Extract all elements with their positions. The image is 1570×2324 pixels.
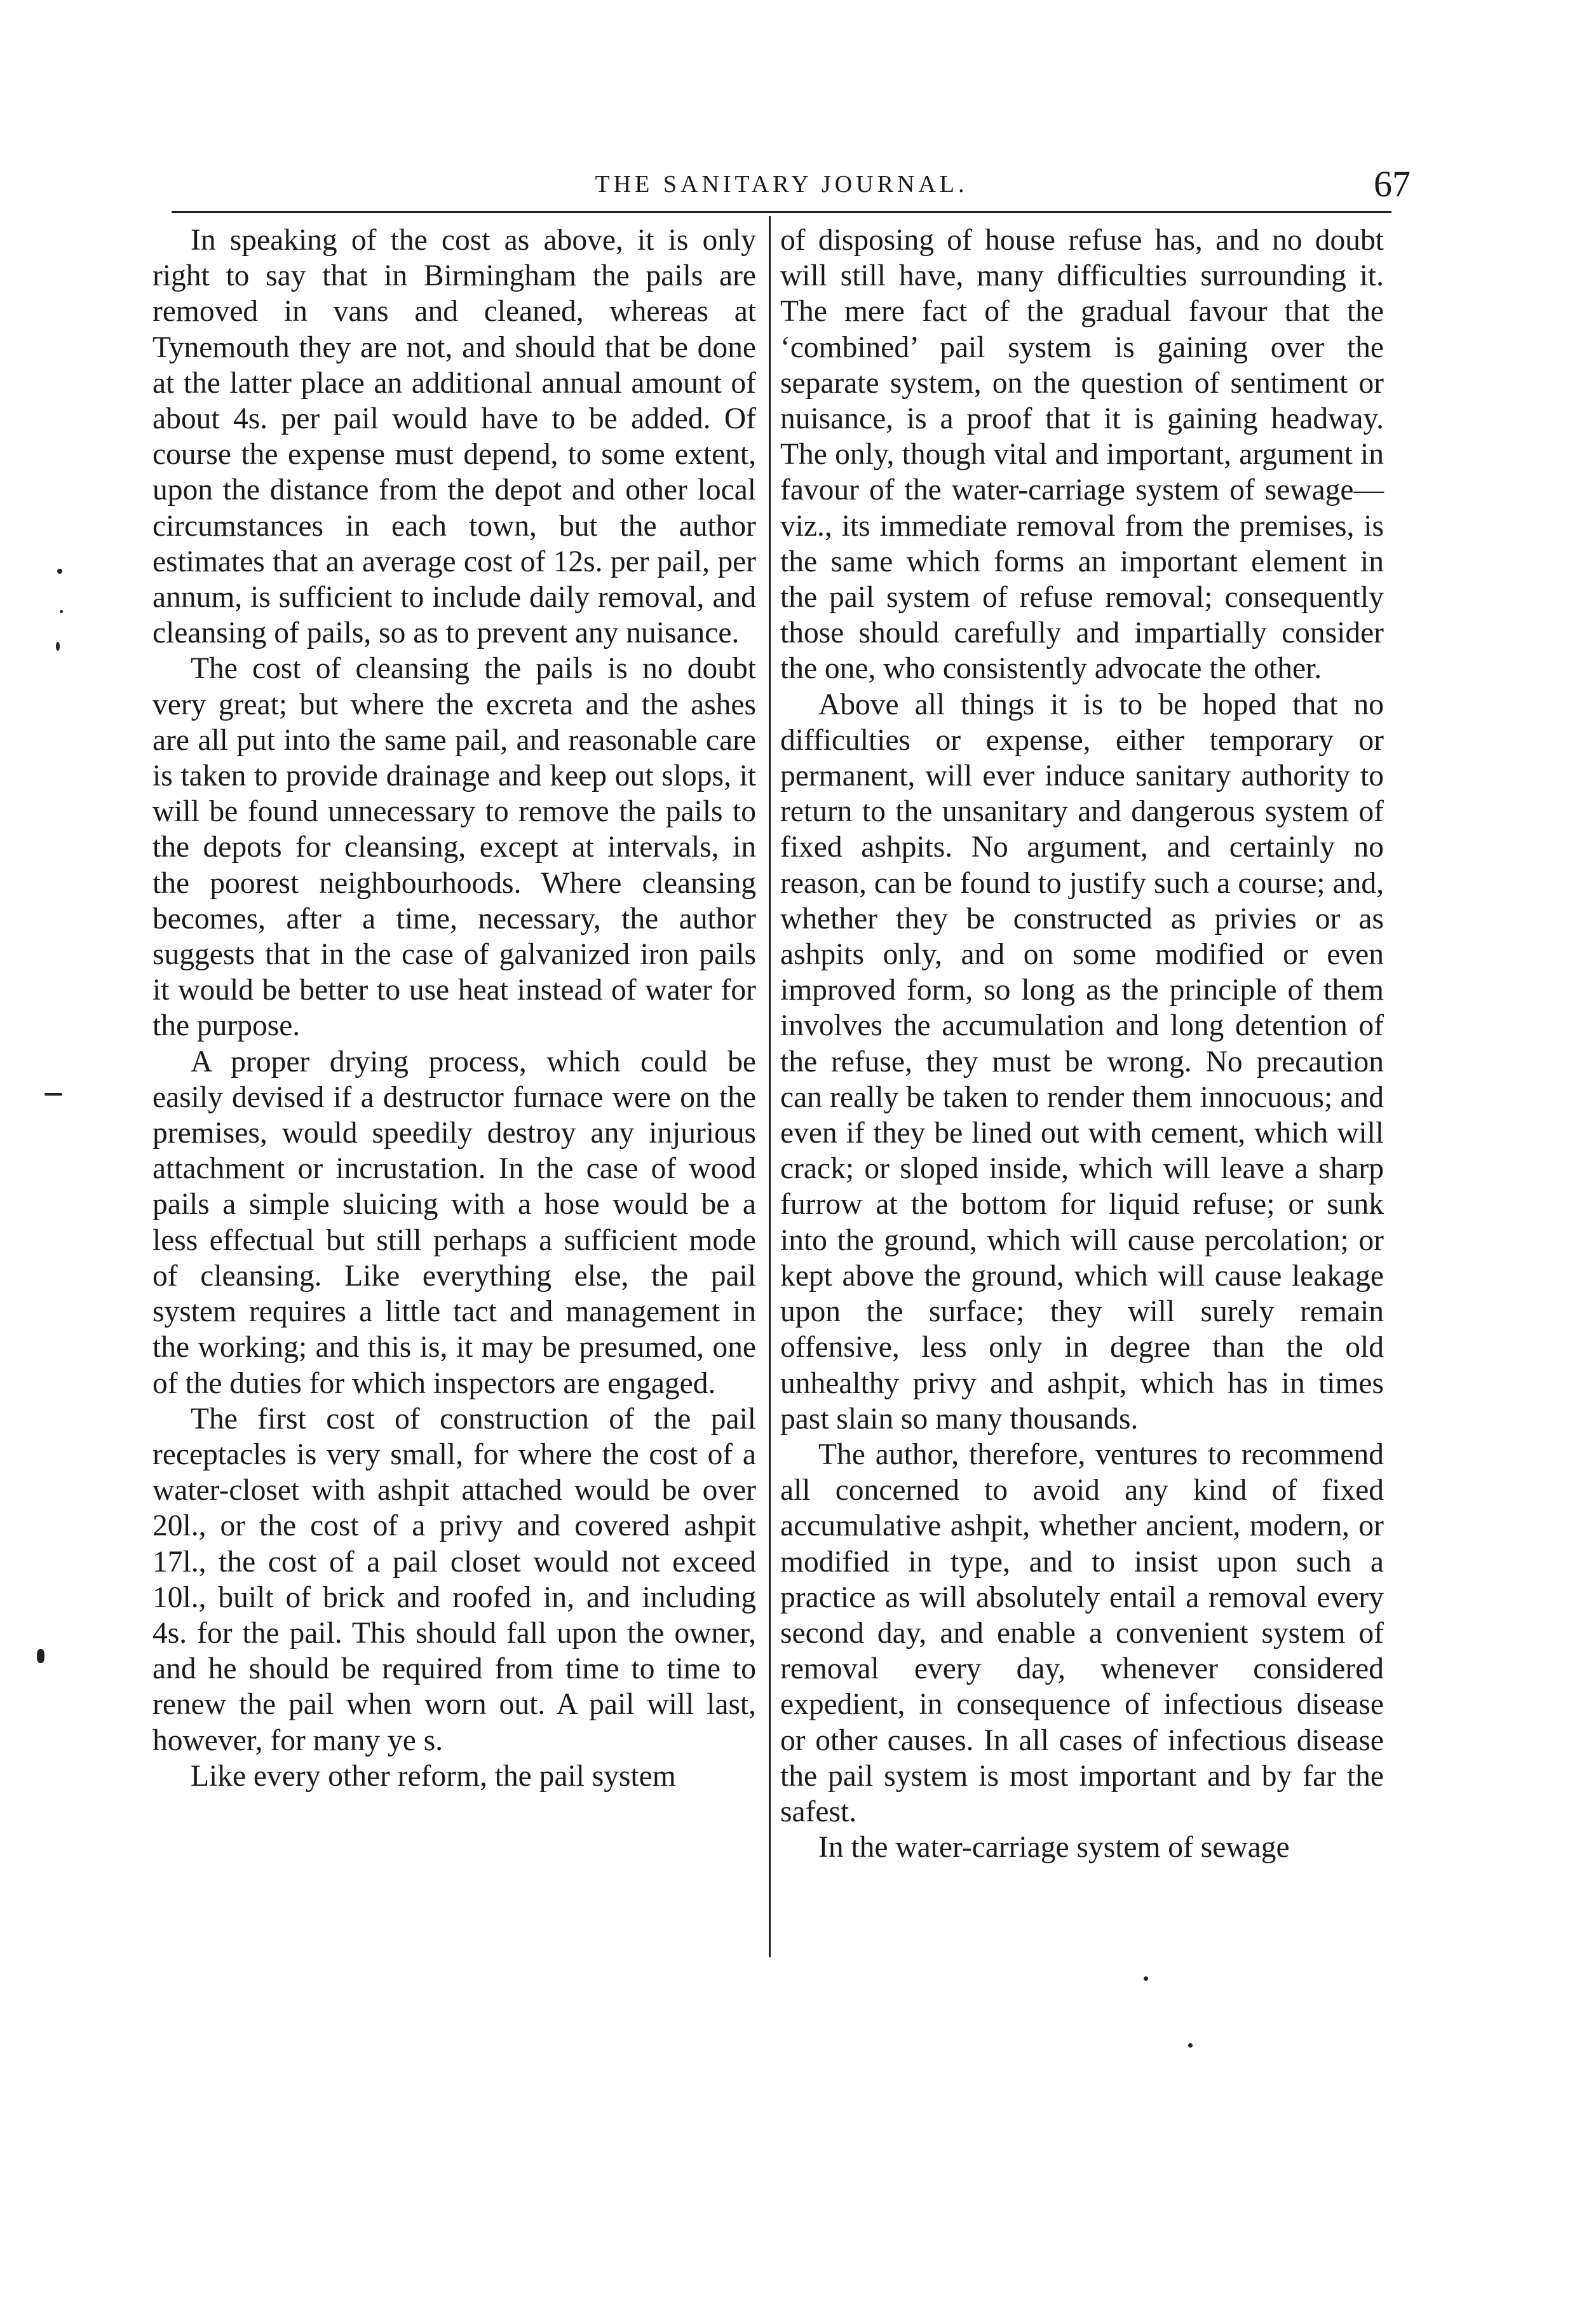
margin-speck <box>44 1093 62 1096</box>
paragraph: The first cost of construction of the pail receptacles is very small, for where the cost of a water-closet with ashpit attached would be over 20l., or the cost of a privy and covered ashpit 17l., the cost of a pail closet would not exceed 10l., built of brick and roofed in, and including 4s. for the pail. This should fall upon the owner, and he should be required from time to time to renew the pail when worn out. A pail will last, however, for many ye s. <box>152 1402 756 1757</box>
paragraph: The author, therefore, ventures to recommend all concerned to avoid any kind of fixed accumulative ashpit, whether ancient, modern, or modified in type, and to insist upon such a practice as will absolutely entail a removal every second day, and enable a convenient system of removal every day, whenever considered expedient, in consequence of infectious disease or other causes. In all cases of infectious disease the pail system is most important and by far the safest. <box>780 1437 1384 1828</box>
page-header <box>172 163 1411 215</box>
page-speck <box>1188 2043 1193 2048</box>
paragraph: A proper drying process, which could be easily devised if a destructor furnace were on the premises, would speedily destroy any injurious attachment or incrustation. In the case of wood pails a simple sluicing with a hose would be a less effectual but still perhaps a sufficient mode of cleansing. Like everything else, the pail system requires a little tact and management in the working; and this is, it may be presumed, one of the duties for which inspectors are engaged. <box>152 1045 756 1400</box>
margin-speck <box>60 610 63 613</box>
left-column <box>152 222 756 1794</box>
page-speck <box>1144 1976 1148 1981</box>
paragraph: In speaking of the cost as above, it is only right to say that in Birmingham the pails are removed in vans and cleaned, whereas at Tynemouth they are not, and should that be done at the latter place an additional annual amount of about 4s. per pail would have to be added. Of course the expense must depend, to some extent, upon the distance from the depot and other local circumstances in each town, but the author estimates that an average cost of 12s. per pail, per annum, is sufficient to include daily removal, and cleansing of pails, so as to prevent any nuisance. <box>152 224 756 650</box>
header-rule <box>172 211 1391 213</box>
paragraph: of disposing of house refuse has, and no doubt will still have, many difficulties surrounding it. The mere fact of the gradual favour that the ‘combined’ pail system is gaining over the separate system, on the question of sentiment or nuisance, is a proof that it is gaining headway. The only, though vital and important, argument in favour of the water-carriage system of sewage—viz., its immediate removal from the premises, is the same which forms an important element in the pail system of refuse removal; consequently those should carefully and impartially consider the one, who consistently advocate the other. <box>780 224 1384 686</box>
page-number: 67 <box>1374 163 1411 205</box>
column-divider <box>769 216 771 1957</box>
right-column <box>780 222 1384 1865</box>
paragraph: The cost of cleansing the pails is no doubt very great; but where the excreta and the ashes are all put into the same pail, and reasonable care is taken to provide drainage and keep out slops, it will be found unnecessary to remove the pails to the depots for cleansing, except at intervals, in the poorest neighbourhoods. Where cleansing becomes, after a time, necessary, the author suggests that in the case of galvanized iron pails it would be better to use heat instead of water for the purpose. <box>152 652 756 1043</box>
paragraph: Above all things it is to be hoped that no difficulties or expense, either temporary or permanent, will ever induce sanitary authority to return to the unsanitary and dangerous system of fixed ashpits. No argument, and certainly no reason, can be found to justify such a course; and, whether they be constructed as privies or as ashpits only, and on some modified or even improved form, so long as the principle of them involves the accumulation and long detention of the refuse, they must be wrong. No precaution can really be taken to render them innocuous; and even if they be lined out with cement, which will crack; or sloped inside, which will leave a sharp furrow at the bottom for liquid refuse; or sunk into the ground, which will cause percolation; or kept above the ground, which will cause leakage upon the surface; they will surely remain offensive, less only in degree than the old unhealthy privy and ashpit, which has in times past slain so many thousands. <box>780 688 1384 1436</box>
margin-speck <box>56 642 60 651</box>
running-head: THE SANITARY JOURNAL. <box>595 171 968 198</box>
margin-speck <box>57 569 62 574</box>
margin-speck <box>37 1649 44 1663</box>
paragraph: Like every other reform, the pail system <box>191 1759 676 1793</box>
paragraph: In the water-carriage system of sewage <box>818 1831 1290 1865</box>
